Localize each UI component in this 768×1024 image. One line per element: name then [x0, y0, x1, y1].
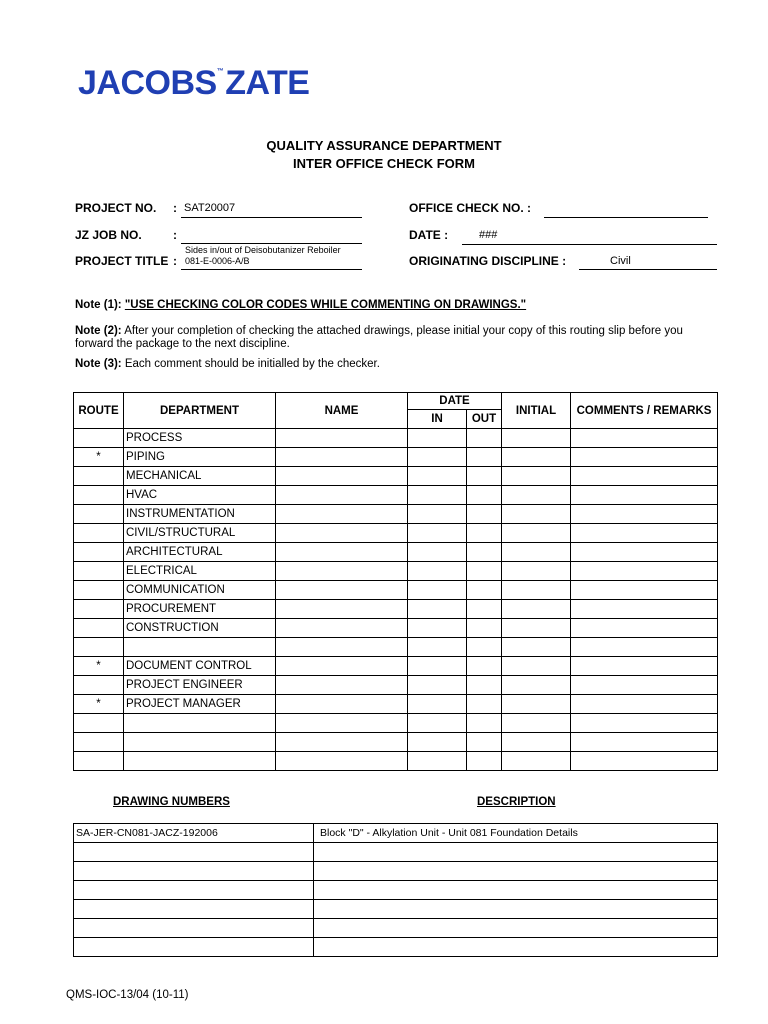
form-title: INTER OFFICE CHECK FORM: [293, 156, 475, 171]
cell-name[interactable]: [276, 581, 408, 600]
cell-name[interactable]: [276, 714, 408, 733]
cell-name[interactable]: [276, 429, 408, 448]
cell-date-in[interactable]: [408, 467, 467, 486]
cell-drawing-number[interactable]: SA-JER-CN081-JACZ-192006: [74, 824, 314, 843]
cell-department: ELECTRICAL: [124, 562, 276, 581]
cell-date-out[interactable]: [467, 752, 502, 771]
cell-name[interactable]: [276, 467, 408, 486]
drawing-numbers-heading: DRAWING NUMBERS: [113, 796, 230, 808]
cell-date-in[interactable]: [408, 695, 467, 714]
table-row: [74, 881, 718, 900]
table-row: [74, 938, 718, 957]
project-no-colon: :: [173, 201, 177, 215]
table-row: [74, 486, 718, 505]
table-row: [74, 676, 718, 695]
table-row: [74, 448, 718, 467]
cell-comments[interactable]: [571, 600, 718, 619]
routing-table: [73, 392, 718, 771]
cell-comments[interactable]: [571, 752, 718, 771]
table-row: [74, 752, 718, 771]
project-title-colon: :: [173, 254, 177, 268]
cell-route[interactable]: [74, 543, 124, 562]
note-3-label: Note (3):: [75, 358, 122, 370]
cell-date-out[interactable]: [467, 448, 502, 467]
cell-department: COMMUNICATION: [124, 581, 276, 600]
cell-initial[interactable]: [502, 733, 571, 752]
cell-date-in[interactable]: [408, 448, 467, 467]
cell-date-in[interactable]: [408, 638, 467, 657]
table-row: [74, 543, 718, 562]
jz-job-label: JZ JOB NO.: [75, 228, 142, 242]
cell-name[interactable]: [276, 448, 408, 467]
cell-description[interactable]: [314, 938, 718, 957]
cell-initial[interactable]: [502, 752, 571, 771]
cell-initial[interactable]: [502, 581, 571, 600]
cell-comments[interactable]: [571, 486, 718, 505]
cell-department: PROCESS: [124, 429, 276, 448]
note-2-text: After your completion of checking the attached drawings, please initial your copy of this routing slip before you forward the package to the next discipline.: [75, 325, 683, 350]
cell-initial[interactable]: [502, 543, 571, 562]
cell-date-out[interactable]: [467, 638, 502, 657]
cell-department: CONSTRUCTION: [124, 619, 276, 638]
table-row: [74, 843, 718, 862]
cell-route[interactable]: [74, 524, 124, 543]
cell-route[interactable]: *: [74, 695, 124, 714]
office-check-underline: [544, 217, 708, 218]
cell-route[interactable]: [74, 429, 124, 448]
cell-initial[interactable]: [502, 505, 571, 524]
table-row: [74, 695, 718, 714]
note-1-text: "USE CHECKING COLOR CODES WHILE COMMENTING ON DRAWINGS.": [124, 299, 527, 311]
cell-date-out[interactable]: [467, 543, 502, 562]
cell-name[interactable]: [276, 695, 408, 714]
cell-department: PROJECT MANAGER: [124, 695, 276, 714]
cell-initial[interactable]: [502, 562, 571, 581]
cell-description[interactable]: [314, 919, 718, 938]
header-date-out: OUT: [467, 410, 502, 429]
cell-date-in[interactable]: [408, 562, 467, 581]
cell-name[interactable]: [276, 562, 408, 581]
drawings-table: [73, 823, 718, 957]
cell-initial[interactable]: [502, 638, 571, 657]
cell-comments[interactable]: [571, 619, 718, 638]
cell-date-out[interactable]: [467, 505, 502, 524]
cell-date-in[interactable]: [408, 676, 467, 695]
cell-date-in[interactable]: [408, 505, 467, 524]
cell-date-out[interactable]: [467, 619, 502, 638]
cell-route[interactable]: [74, 581, 124, 600]
cell-route[interactable]: [74, 562, 124, 581]
cell-department: PROCUREMENT: [124, 600, 276, 619]
cell-route[interactable]: [74, 619, 124, 638]
cell-department: [124, 638, 276, 657]
logo-trademark: ™: [216, 68, 224, 75]
cell-date-in[interactable]: [408, 524, 467, 543]
cell-initial[interactable]: [502, 429, 571, 448]
cell-department: MECHANICAL: [124, 467, 276, 486]
cell-department: INSTRUMENTATION: [124, 505, 276, 524]
cell-initial[interactable]: [502, 600, 571, 619]
header-comments: COMMENTS / REMARKS: [571, 393, 718, 429]
cell-date-out[interactable]: [467, 676, 502, 695]
note-1: [75, 299, 715, 312]
cell-date-in[interactable]: [408, 600, 467, 619]
cell-date-out[interactable]: [467, 524, 502, 543]
cell-drawing-number[interactable]: [74, 843, 314, 862]
description-heading: DESCRIPTION: [477, 796, 556, 808]
cell-comments[interactable]: [571, 524, 718, 543]
cell-date-in[interactable]: [408, 619, 467, 638]
table-row: [74, 657, 718, 676]
discipline-underline: [579, 269, 717, 270]
cell-route[interactable]: [74, 505, 124, 524]
cell-date-out[interactable]: [467, 467, 502, 486]
table-row: [74, 429, 718, 448]
cell-department: [124, 752, 276, 771]
cell-comments[interactable]: [571, 467, 718, 486]
cell-description[interactable]: [314, 881, 718, 900]
jz-job-underline: [181, 243, 362, 244]
table-row: [74, 619, 718, 638]
table-row: [74, 919, 718, 938]
form-title-department: QUALITY ASSURANCE DEPARTMENT: [266, 138, 502, 153]
project-title-line2[interactable]: 081-E-0006-A/B: [185, 256, 250, 266]
cell-department: [124, 733, 276, 752]
cell-department: PROJECT ENGINEER: [124, 676, 276, 695]
note-2: [75, 325, 715, 351]
cell-department: CIVIL/STRUCTURAL: [124, 524, 276, 543]
table-row: [74, 824, 718, 843]
cell-description[interactable]: [314, 862, 718, 881]
date-label: DATE :: [409, 228, 449, 242]
cell-name[interactable]: [276, 676, 408, 695]
cell-route[interactable]: *: [74, 448, 124, 467]
table-row: [74, 862, 718, 881]
cell-department: PIPING: [124, 448, 276, 467]
cell-route[interactable]: [74, 714, 124, 733]
cell-department: DOCUMENT CONTROL: [124, 657, 276, 676]
cell-date-out[interactable]: [467, 581, 502, 600]
cell-drawing-number[interactable]: [74, 919, 314, 938]
cell-date-out[interactable]: [467, 714, 502, 733]
discipline-value[interactable]: Civil: [610, 255, 631, 267]
cell-name[interactable]: [276, 505, 408, 524]
cell-name[interactable]: [276, 524, 408, 543]
cell-date-in[interactable]: [408, 714, 467, 733]
table-row: [74, 524, 718, 543]
cell-date-out[interactable]: [467, 562, 502, 581]
cell-comments[interactable]: [571, 714, 718, 733]
date-value[interactable]: ###: [479, 229, 498, 241]
cell-route[interactable]: [74, 486, 124, 505]
project-no-label: PROJECT NO.: [75, 201, 157, 215]
header-date-in: IN: [408, 410, 467, 429]
cell-initial[interactable]: [502, 657, 571, 676]
drawings-table-body: [74, 824, 718, 957]
discipline-label: ORIGINATING DISCIPLINE :: [409, 254, 567, 268]
cell-department: [124, 714, 276, 733]
cell-description[interactable]: Block "D" - Alkylation Unit - Unit 081 Foundation Details: [314, 824, 718, 843]
cell-name[interactable]: [276, 638, 408, 657]
cell-drawing-number[interactable]: [74, 900, 314, 919]
cell-name[interactable]: [276, 657, 408, 676]
cell-drawing-number[interactable]: [74, 938, 314, 957]
cell-name[interactable]: [276, 619, 408, 638]
note-2-label: Note (2):: [75, 325, 122, 337]
cell-initial[interactable]: [502, 714, 571, 733]
project-no-underline: [181, 217, 362, 218]
project-no-value[interactable]: SAT20007: [184, 202, 236, 214]
cell-comments[interactable]: [571, 562, 718, 581]
table-row: [74, 467, 718, 486]
cell-initial[interactable]: [502, 695, 571, 714]
cell-date-out[interactable]: [467, 657, 502, 676]
cell-name[interactable]: [276, 600, 408, 619]
cell-date-in[interactable]: [408, 752, 467, 771]
cell-initial[interactable]: [502, 448, 571, 467]
table-row: [74, 733, 718, 752]
cell-comments[interactable]: [571, 657, 718, 676]
cell-initial[interactable]: [502, 676, 571, 695]
cell-route[interactable]: [74, 676, 124, 695]
table-row: [74, 714, 718, 733]
cell-route[interactable]: [74, 467, 124, 486]
cell-name[interactable]: [276, 752, 408, 771]
cell-description[interactable]: [314, 843, 718, 862]
cell-date-out[interactable]: [467, 600, 502, 619]
logo-text-right: ZATE: [225, 64, 310, 102]
cell-name[interactable]: [276, 733, 408, 752]
cell-comments[interactable]: [571, 638, 718, 657]
form-code: QMS-IOC-13/04 (10-11): [66, 989, 189, 1001]
table-row: [74, 562, 718, 581]
cell-date-out[interactable]: [467, 733, 502, 752]
cell-date-in[interactable]: [408, 486, 467, 505]
office-check-label: OFFICE CHECK NO. :: [409, 201, 531, 215]
cell-description[interactable]: [314, 900, 718, 919]
note-3: [75, 358, 715, 371]
table-row: [74, 600, 718, 619]
cell-route[interactable]: [74, 638, 124, 657]
cell-comments[interactable]: [571, 733, 718, 752]
cell-route[interactable]: [74, 600, 124, 619]
cell-route[interactable]: *: [74, 657, 124, 676]
cell-drawing-number[interactable]: [74, 862, 314, 881]
header-initial: INITIAL: [502, 393, 571, 429]
jz-job-colon: :: [173, 228, 177, 242]
note-1-label: Note (1):: [75, 299, 122, 311]
cell-initial[interactable]: [502, 467, 571, 486]
cell-date-out[interactable]: [467, 486, 502, 505]
logo-text-left: JACOBS: [78, 64, 217, 102]
cell-initial[interactable]: [502, 486, 571, 505]
table-row: [74, 900, 718, 919]
cell-initial[interactable]: [502, 619, 571, 638]
header-date: DATE: [408, 393, 502, 410]
cell-name[interactable]: [276, 486, 408, 505]
cell-comments[interactable]: [571, 448, 718, 467]
cell-department: HVAC: [124, 486, 276, 505]
cell-name[interactable]: [276, 543, 408, 562]
cell-comments[interactable]: [571, 695, 718, 714]
header-route: ROUTE: [74, 393, 124, 429]
table-row: [74, 505, 718, 524]
cell-department: ARCHITECTURAL: [124, 543, 276, 562]
cell-date-in[interactable]: [408, 429, 467, 448]
company-logo: [78, 64, 309, 103]
project-title-underline: [181, 269, 362, 270]
project-title-label: PROJECT TITLE: [75, 254, 169, 268]
cell-route[interactable]: [74, 752, 124, 771]
cell-date-in[interactable]: [408, 581, 467, 600]
header-name: NAME: [276, 393, 408, 429]
cell-date-in[interactable]: [408, 733, 467, 752]
cell-comments[interactable]: [571, 676, 718, 695]
cell-comments[interactable]: [571, 543, 718, 562]
cell-date-in[interactable]: [408, 657, 467, 676]
cell-initial[interactable]: [502, 524, 571, 543]
note-3-text: Each comment should be initialled by the checker.: [124, 358, 380, 370]
cell-comments[interactable]: [571, 505, 718, 524]
cell-date-out[interactable]: [467, 695, 502, 714]
project-title-line1[interactable]: Sides in/out of Deisobutanizer Reboiler: [185, 245, 341, 255]
cell-route[interactable]: [74, 733, 124, 752]
cell-comments[interactable]: [571, 581, 718, 600]
cell-comments[interactable]: [571, 429, 718, 448]
table-row: [74, 638, 718, 657]
date-underline: [462, 244, 717, 245]
table-row: [74, 581, 718, 600]
routing-table-body: [74, 429, 718, 771]
cell-drawing-number[interactable]: [74, 881, 314, 900]
header-department: DEPARTMENT: [124, 393, 276, 429]
cell-date-in[interactable]: [408, 543, 467, 562]
cell-date-out[interactable]: [467, 429, 502, 448]
